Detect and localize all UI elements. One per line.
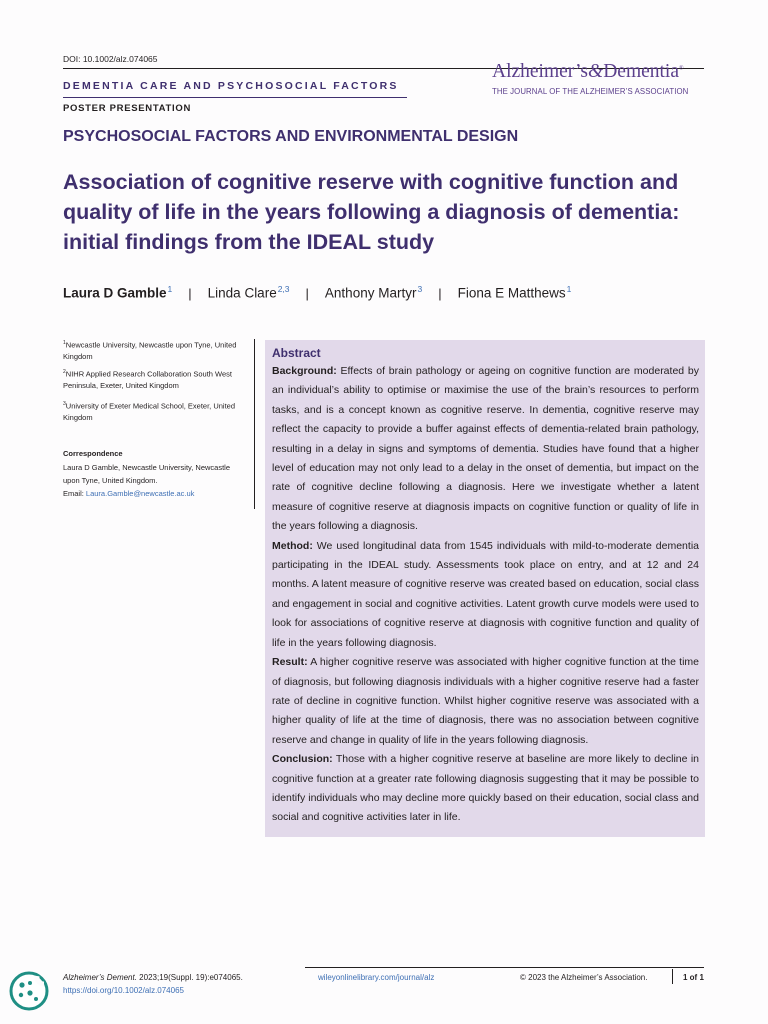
journal-ampersand: & [588, 61, 604, 82]
journal-name-left: Alzheimer’s [492, 61, 589, 82]
section-rule [63, 97, 407, 98]
footer-copyright: © 2023 the Alzheimer’s Association. [520, 973, 648, 982]
correspondence-heading: Correspondence [63, 449, 123, 458]
journal-subtitle: THE JOURNAL OF THE ALZHEIMER’S ASSOCIATION [492, 87, 689, 96]
author-separator: | [188, 285, 192, 301]
topic-heading: PSYCHOSOCIAL FACTORS AND ENVIRONMENTAL DESIGN [63, 128, 519, 145]
affiliation: $^1$Newcastle University, Newcastle upon Tyne, United Kingdom [63, 340, 237, 361]
abstract-section: Conclusion: Those with a higher cognitive reserve at baseline are more likely to decline in cognitive function at a greater rate following diagnosis suggesting that it may be possible to identify individuals who may decline more quickly based on their education, social class and social and cognitive activities later in life. [272, 753, 699, 824]
journal-logo[interactable] [492, 61, 684, 83]
column-divider [254, 339, 255, 509]
author-separator: | [438, 285, 442, 301]
author[interactable]: Laura D Gamble$^1$ [63, 284, 173, 301]
abstract-section: Result: A higher cognitive reserve was associated with higher cognitive function at the time of diagnosis, but following diagnosis individuals with a higher cognitive reserve had a faster rate of decline in cognitive function. Whilst higher cognitive reserve was associated with a higher quality of life at the time of diagnosis, there was no association between cognitive reserve and change in quality of life in the years following diagnosis. [272, 656, 699, 746]
author[interactable]: Linda Clare$^{2,3}$ [207, 284, 290, 301]
abstract-box [265, 340, 705, 837]
affiliation: $^2$NIHR Applied Research Collaboration South West Peninsula, Exeter, United Kingdom [63, 369, 232, 390]
article-title: Association of cognitive reserve with cognitive function and quality of life in the years following a diagnosis of dementia: initial findings from the IDEAL study [63, 170, 680, 254]
abstract-section: Method: We used longitudinal data from 1545 individuals with mild-to-moderate dementia participating in the IDEAL study. Assessments took place on entry, and at 12 and 24 months. A latent measure of cognitive reserve was created based on education, social class and engagement in social and cognitive activities. Latent growth curve models were used to look for associations of cognitive reserve at diagnosis with cognitive function and quality of life in the years following diagnosis. [272, 539, 699, 649]
email-link[interactable]: Laura.Gamble@newcastle.ac.uk [85, 489, 195, 498]
footer-citation: Alzheimer’s Dement. 2023;19(Suppl. 19):e074065. [63, 973, 243, 982]
doi: DOI: 10.1002/alz.074065 [63, 54, 158, 64]
journal-name-right: Dementia [603, 61, 680, 82]
author[interactable]: Anthony Martyr$^3$ [324, 284, 423, 301]
page-number: 1 of 1 [683, 973, 704, 982]
abstract-section: Background: Effects of brain pathology or ageing on cognitive function are moderated by an individual’s ability to optimise or maximise the use of the brain’s resources to perform tasks, and is a concept known as cognitive reserve. In dementia, cognitive reserve may reflect the capacity to provide a buffer against effects of dementia-related brain pathology, resulting in a delay in signs and symptoms of dementia. Studies have found that a higher level of education may not only lead to a delay in the onset of dementia, but impact on the rate of cognitive decline following a diagnosis. Here we investigate whether a latent measure of cognitive reserve at diagnosis impacts on cognitive function or quality of life in the years following a diagnosis. [272, 365, 699, 533]
affiliation: $^3$University of Exeter Medical School, Exeter, United Kingdom [63, 401, 236, 422]
author[interactable]: Fiona E Matthews$^1$ [457, 284, 572, 301]
author-list [63, 284, 571, 301]
footer-divider [672, 969, 673, 984]
author-separator: | [305, 285, 309, 301]
registered-mark: ® [679, 65, 684, 72]
abstract-heading: Abstract [272, 346, 321, 360]
footer-website-link[interactable]: wileyonlinelibrary.com/journal/alz [318, 973, 435, 982]
section-heading: DEMENTIA CARE AND PSYCHOSOCIAL FACTORS [63, 80, 399, 92]
correspondence-text: Laura D Gamble, Newcastle University, Newcastle upon Tyne, United Kingdom. Email: Laura.Gamble@newcastle.ac.uk [63, 463, 231, 498]
cookie-settings-icon[interactable] [8, 970, 50, 1012]
article-type: POSTER PRESENTATION [63, 103, 192, 114]
footer-rule [305, 967, 704, 968]
footer-doi-link[interactable]: https://doi.org/10.1002/alz.074065 [63, 986, 184, 995]
